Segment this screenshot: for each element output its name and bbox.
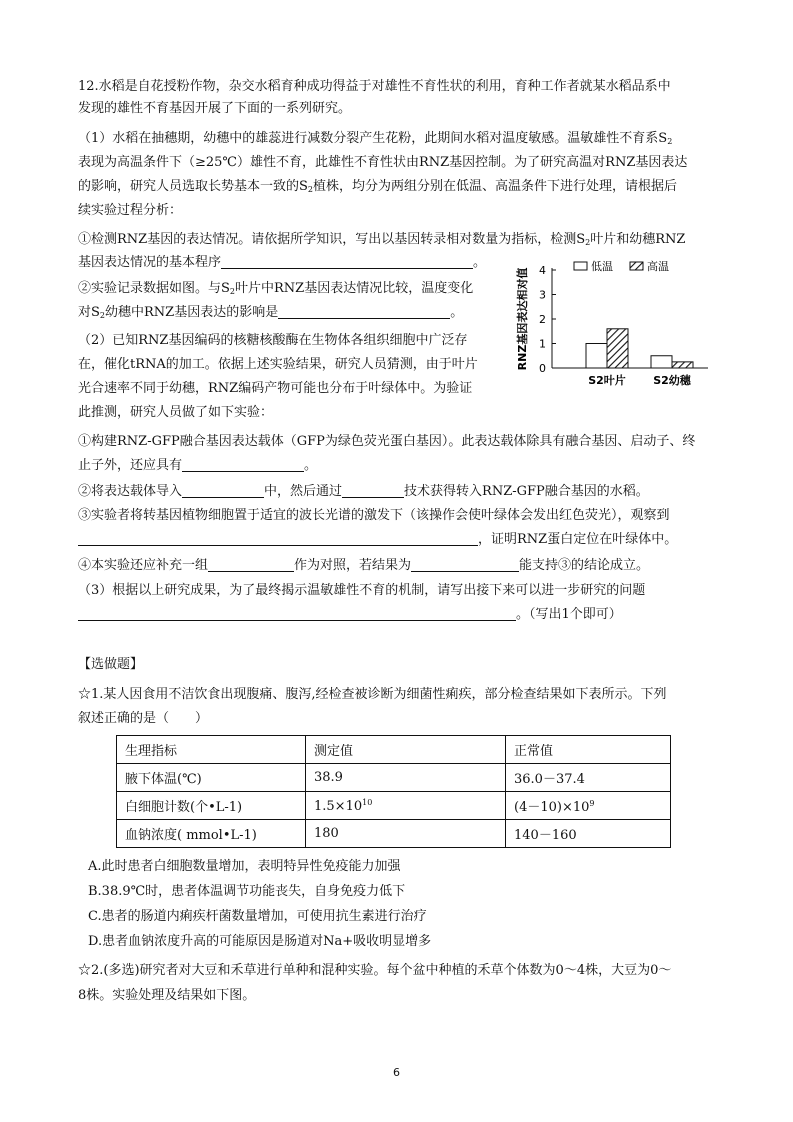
answer-blank[interactable] bbox=[78, 531, 478, 546]
q12-part3-line1: （3）根据以上研究成果，为了最终揭示温敏雄性不育的机制，请写出接下来可以进一步研究的问题 bbox=[78, 583, 646, 598]
answer-blank[interactable] bbox=[278, 304, 450, 319]
table-cell: $(4-10)\times 10^9$ bbox=[506, 792, 671, 820]
bar-chart-svg bbox=[512, 258, 712, 388]
option-b[interactable]: B.38.9℃时，患者体温调节功能丧失，自身免疫力低下 bbox=[88, 884, 406, 899]
table-header-row bbox=[117, 736, 671, 764]
elective-q2-line2: 8株。实验处理及结果如下图。 bbox=[78, 988, 256, 1003]
elective-q1-line2: 叙述正确的是（ ） bbox=[78, 711, 209, 726]
option-a[interactable]: A.此时患者白细胞数量增加，表明特异性免疫能力加强 bbox=[88, 859, 401, 874]
table-row bbox=[117, 764, 671, 792]
q12-part2-line4: 此推测，研究人员做了如下实验： bbox=[78, 405, 274, 420]
q12-part1-line2: 表现为高温条件下（≥25℃）雄性不育，此雄性不育性状由RNZ基因控制。为了研究高温对RNZ基因表达 bbox=[78, 155, 688, 170]
answer-blank[interactable] bbox=[78, 606, 516, 621]
page-number: 6 bbox=[393, 1066, 400, 1079]
x-category-label: S2叶片 bbox=[588, 374, 626, 387]
rnz-expression-chart bbox=[512, 258, 712, 388]
y-tick-label: 4 bbox=[539, 264, 546, 277]
table-cell: 36.0－37.4 bbox=[506, 764, 671, 792]
answer-blank[interactable] bbox=[208, 557, 294, 572]
q12-part2-line3: 光合速率不同于幼穗，RNZ编码产物可能也分布于叶绿体中。为验证 bbox=[78, 381, 473, 396]
answer-blank[interactable] bbox=[342, 483, 404, 498]
q12-part1-line1: （1）水稻在抽穗期，幼穗中的雄蕊进行减数分裂产生花粉，此期间水稻对温度敏感。温敏雄性不育系$S_2$ bbox=[78, 131, 673, 146]
bar bbox=[607, 329, 628, 368]
table-row bbox=[117, 792, 671, 820]
y-tick-label: 1 bbox=[539, 337, 546, 351]
bar bbox=[672, 362, 693, 368]
table-header-cell: 正常值 bbox=[506, 736, 671, 764]
table-cell: 38.9 bbox=[306, 764, 506, 792]
bar bbox=[586, 344, 607, 369]
q12-part1-line4: 续实验过程分析： bbox=[78, 203, 183, 218]
q12-exp4-line: ④本实验还应补充一组 作为对照，若结果为 能支持③的结论成立。 bbox=[78, 558, 650, 573]
q12-line2: 发现的雄性不育基因开展了下面的一系列研究。 bbox=[78, 101, 352, 116]
q12-exp2-line: ②将表达载体导入 中，然后通过 技术获得转入RNZ-GFP融合基因的水稻。 bbox=[78, 484, 649, 499]
legend-swatch bbox=[574, 262, 587, 270]
table-cell: $1.5\times 10^{10}$ bbox=[306, 792, 506, 820]
q12-part2-line1: （2）已知RNZ基因编码的核糖核酸酶在生物体各组织细胞中广泛存 bbox=[78, 333, 468, 348]
y-axis-label: RNZ基因表达相对值 bbox=[516, 267, 529, 371]
option-d[interactable]: D.患者血钠浓度升高的可能原因是肠道对Na+吸收明显增多 bbox=[88, 934, 432, 949]
q12-exp1-line2: 止子外，还应具有 。 bbox=[78, 458, 318, 473]
table-header-cell: 生理指标 bbox=[117, 736, 306, 764]
y-tick-label: 0 bbox=[539, 362, 546, 375]
q12-exp3-line2: ，证明RNZ蛋白定位在叶绿体中。 bbox=[78, 529, 677, 551]
elective-q1-line1: ☆1.某人因食用不洁饮食出现腹痛、腹泻,经检查被诊断为细菌性痢疾，部分检查结果如下表所示。下列 bbox=[78, 687, 667, 702]
q12-step2-line1: ②实验记录数据如图。与$S_2$叶片中RNZ基因表达情况比较，温度变化 bbox=[78, 281, 474, 296]
x-category-label: S2幼穗 bbox=[653, 374, 691, 387]
y-tick-label: 3 bbox=[539, 288, 546, 302]
option-c[interactable]: C.患者的肠道内痢疾杆菌数量增加，可使用抗生素进行治疗 bbox=[88, 909, 427, 924]
legend-label: 高温 bbox=[647, 260, 669, 273]
table-cell: 腋下体温(℃) bbox=[117, 764, 306, 792]
q12-exp3-line1: ③实验者将转基因植物细胞置于适宜的波长光谱的激发下（该操作会使叶绿体会发出红色荧光），观察到 bbox=[78, 508, 670, 523]
q12-exp1-line1: ①构建RNZ-GFP融合基因表达载体（GFP为绿色荧光蛋白基因）。此表达载体除具有融合基因、启动子、终 bbox=[78, 434, 696, 449]
answer-blank[interactable] bbox=[411, 557, 519, 572]
elective-header: 【选做题】 bbox=[78, 657, 144, 672]
table-header-cell: 测定值 bbox=[306, 736, 506, 764]
q12-part1-line3: 的影响，研究人员选取长势基本一致的$S_2$植株，均分为两组分别在低温、高温条件下进行处理，请根据后 bbox=[78, 179, 678, 194]
answer-blank[interactable] bbox=[182, 483, 264, 498]
q12-part3-line2: 。（写出1个即可） bbox=[78, 604, 622, 626]
q12-step1-line2: 基因表达情况的基本程序 。 bbox=[78, 255, 487, 270]
lab-results-table bbox=[116, 735, 671, 848]
answer-blank[interactable] bbox=[221, 254, 473, 269]
table-cell: 140－160 bbox=[506, 820, 671, 848]
legend-label: 低温 bbox=[591, 260, 613, 273]
legend-swatch bbox=[630, 262, 643, 270]
elective-q2-line1: ☆2.(多选)研究者对大豆和禾草进行单种和混种实验。每个盆中种植的禾草个体数为0～4株，大豆为0～ bbox=[78, 963, 672, 978]
bar bbox=[651, 356, 672, 368]
q12-part2-line2: 在，催化tRNA的加工。依据上述实验结果，研究人员猜测，由于叶片 bbox=[78, 357, 478, 372]
table-cell: 白细胞计数(个•L-1) bbox=[117, 792, 306, 820]
y-tick-label: 2 bbox=[539, 313, 546, 326]
table-cell: 180 bbox=[306, 820, 506, 848]
q12-step1-line1: ①检测RNZ基因的表达情况。请依据所学知识，写出以基因转录相对数量为指标，检测$S_2$叶片和幼穗RNZ bbox=[78, 232, 686, 247]
table-cell: 血钠浓度( mmol•L-1) bbox=[117, 820, 306, 848]
table-row bbox=[117, 820, 671, 848]
q12-line1: 12.水稻是自花授粉作物，杂交水稻育种成功得益于对雄性不育性状的利用，育种工作者就某水稻品系中 bbox=[78, 79, 671, 94]
q12-step2-line2: 对$S_2$幼穗中RNZ基因表达的影响是 。 bbox=[78, 305, 464, 320]
answer-blank[interactable] bbox=[182, 457, 304, 472]
